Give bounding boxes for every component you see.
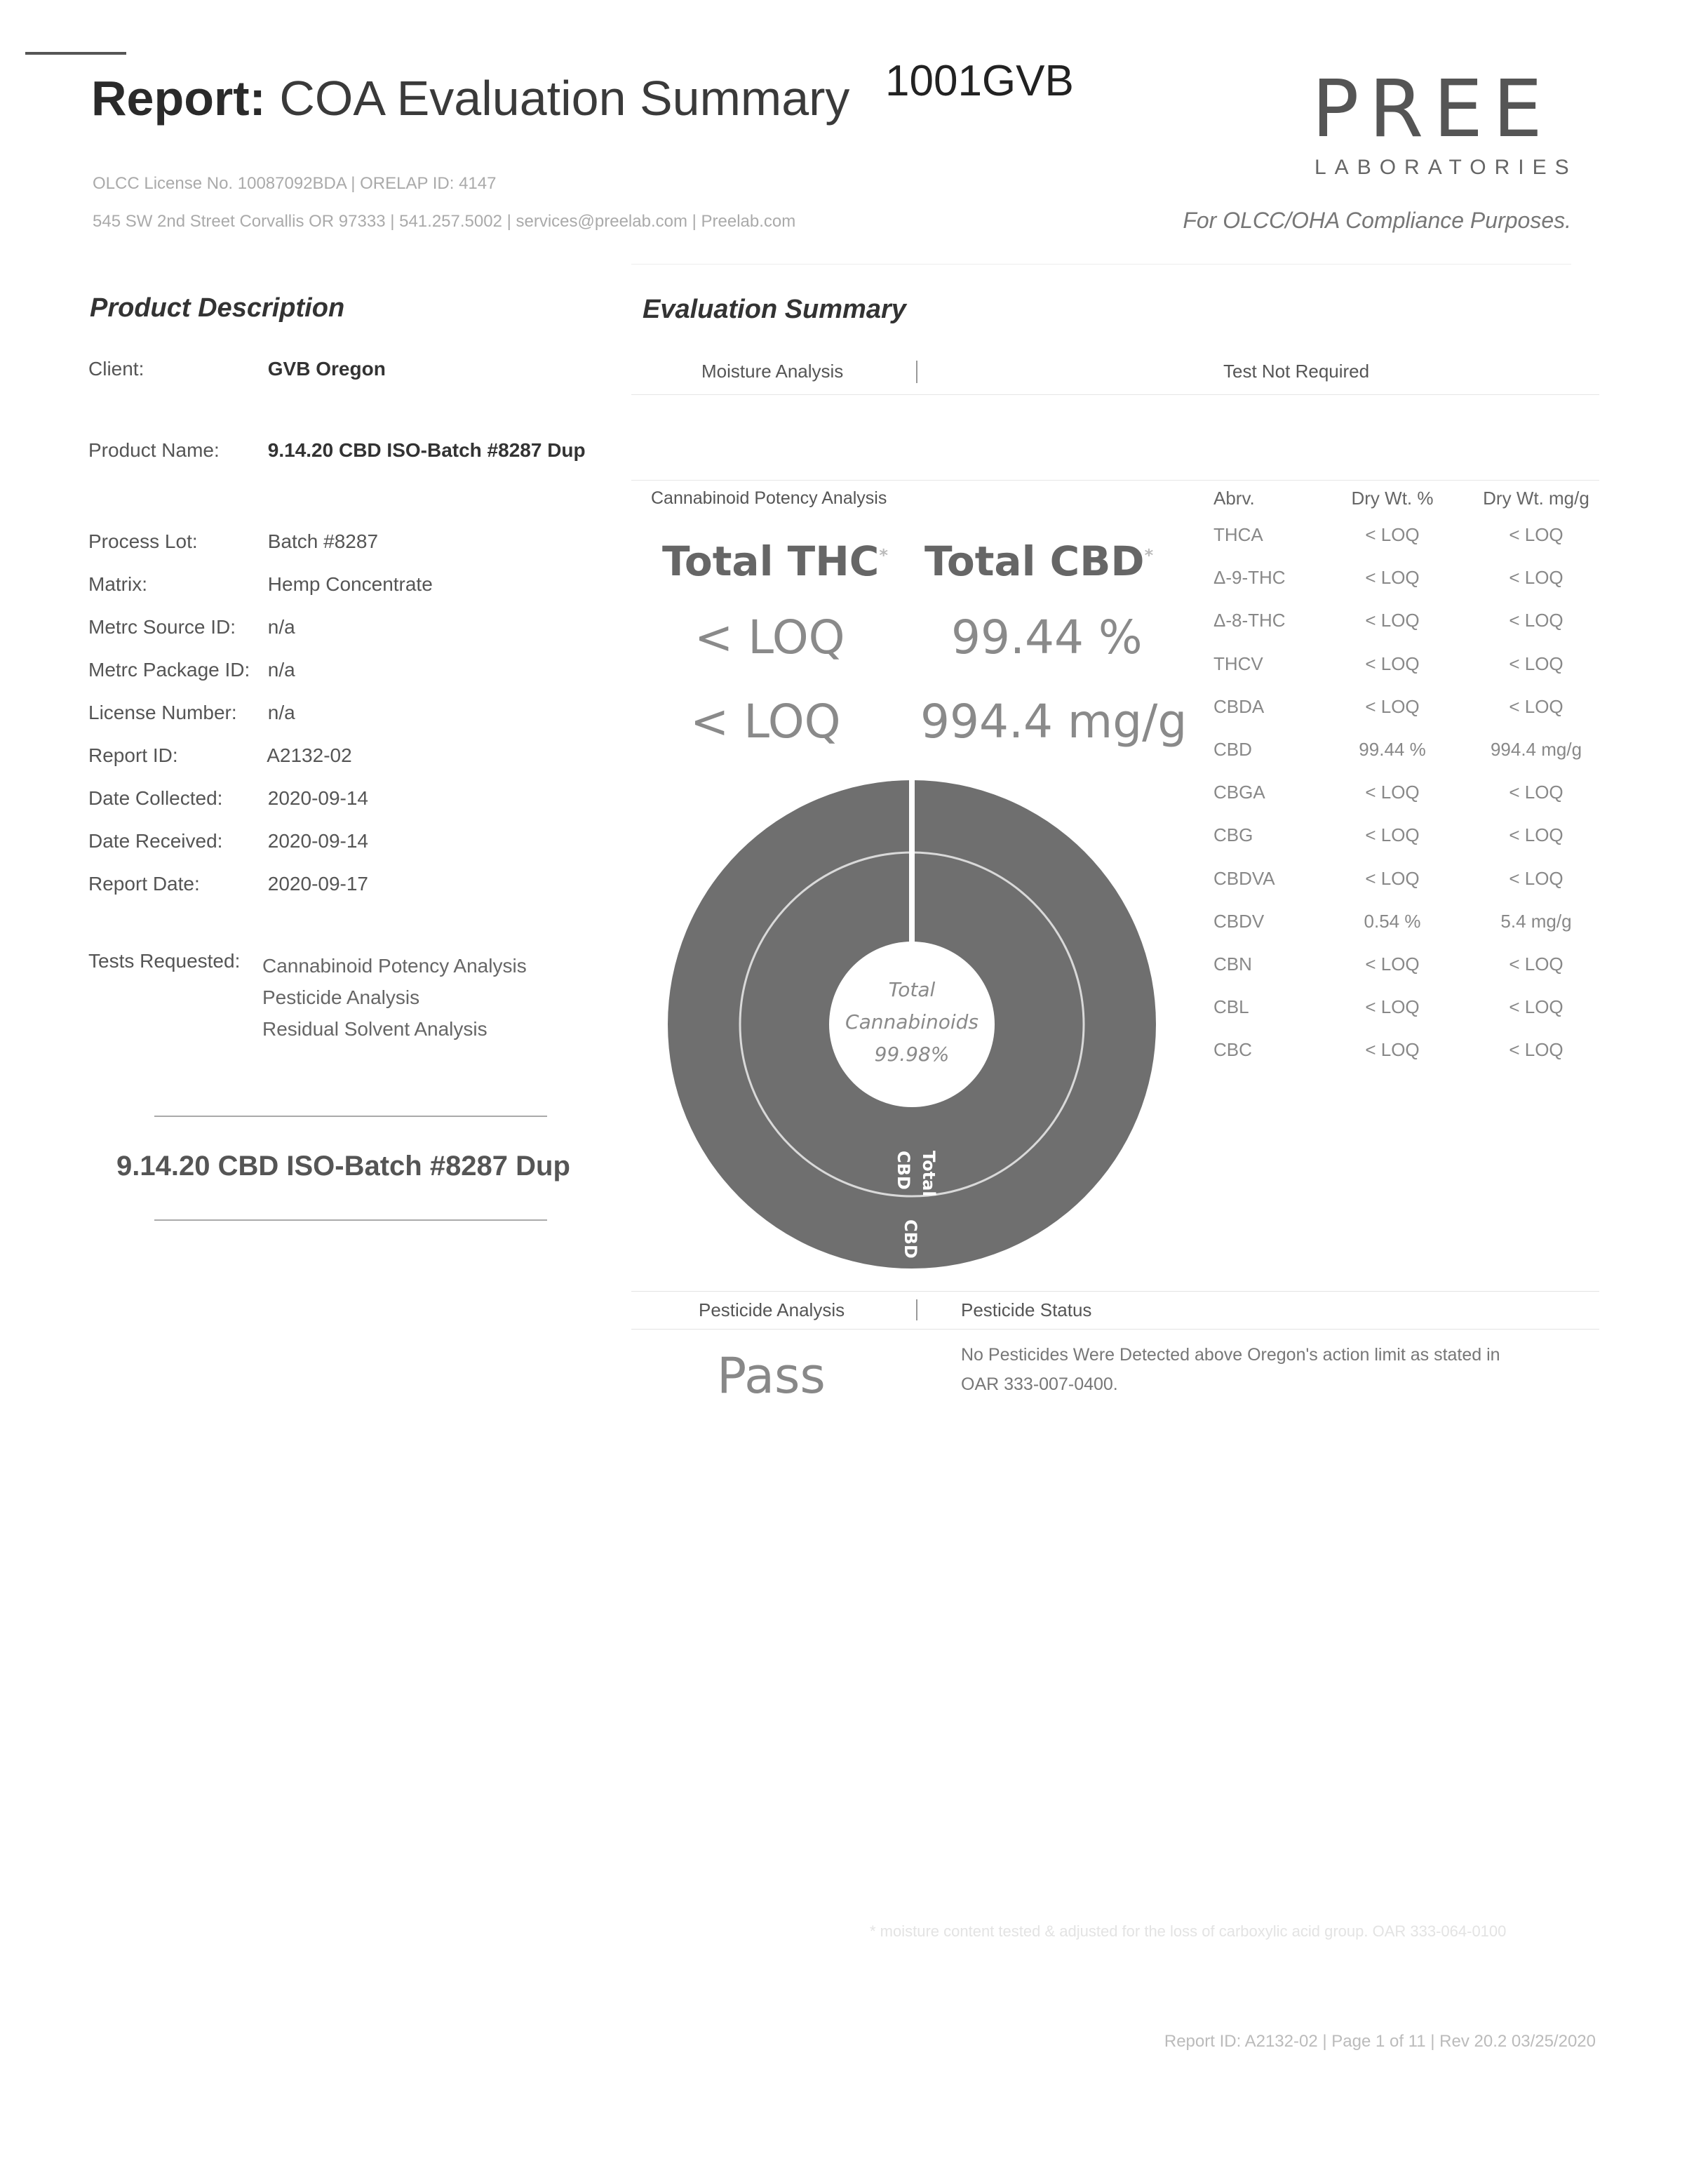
cell-dry-mg: < LOQ	[1509, 867, 1564, 889]
total-cbd-label: Total CBD	[924, 537, 1145, 585]
detail-value: 2020-09-14	[267, 787, 369, 809]
client-label: Client:	[88, 358, 144, 380]
detail-value: A2132-02	[267, 744, 352, 766]
product-footer-name: 9.14.20 CBD ISO-Batch #8287 Dup	[116, 1151, 570, 1182]
detail-value: n/a	[267, 659, 295, 681]
moisture-status: Test Not Required	[1223, 361, 1370, 382]
cell-dry-pct: < LOQ	[1365, 824, 1420, 846]
table-row	[1213, 728, 1613, 771]
detail-label: Report ID:	[88, 744, 178, 766]
license-line: OLCC License No. 10087092BDA | ORELAP ID: 4147	[93, 174, 497, 193]
scan-artifact-line	[25, 52, 126, 55]
report-title-bold: Report:	[91, 71, 266, 126]
cell-abrv: Δ-8-THC	[1213, 610, 1286, 631]
matrix-row	[88, 573, 433, 596]
report-id-row	[88, 744, 352, 767]
header-divider	[631, 264, 1571, 265]
product-foot-line-top	[154, 1116, 547, 1117]
cell-dry-pct: < LOQ	[1365, 1039, 1420, 1061]
test-item: Pesticide Analysis	[262, 986, 420, 1008]
logo-sub: LABORATORIES	[1314, 156, 1578, 179]
cell-dry-mg: < LOQ	[1509, 996, 1564, 1018]
pesticide-analysis-label: Pesticide Analysis	[699, 1299, 845, 1320]
cell-dry-pct: < LOQ	[1365, 867, 1420, 889]
moisture-divider	[916, 361, 917, 383]
batch-code: 1001GVB	[885, 57, 1074, 105]
product-name-row	[88, 439, 586, 462]
donut-label-cbd: CBD	[901, 1219, 920, 1259]
cell-dry-mg: < LOQ	[1509, 567, 1564, 589]
detail-value: n/a	[267, 702, 295, 723]
table-row	[1213, 857, 1613, 900]
table-row	[1213, 943, 1613, 986]
total-cbd-heading	[924, 537, 1153, 585]
tests-requested-label: Tests Requested:	[88, 950, 241, 972]
detail-label: Report Date:	[88, 873, 200, 895]
cell-dry-pct: 99.44 %	[1359, 739, 1426, 761]
detail-label: Process Lot:	[88, 530, 198, 552]
pesticide-rule-top	[631, 1291, 1599, 1292]
asterisk-mark: *	[879, 545, 888, 565]
cell-abrv: CBG	[1213, 824, 1253, 846]
client-value: GVB Oregon	[267, 358, 386, 380]
detail-label: Date Collected:	[88, 787, 223, 809]
pree-logo	[1312, 64, 1578, 180]
evaluation-summary-heading: Evaluation Summary	[643, 295, 906, 324]
moisture-rule	[631, 394, 1599, 395]
cannabinoid-table	[1213, 483, 1613, 1071]
cell-dry-mg: 994.4 mg/g	[1490, 739, 1582, 761]
page-footer: Report ID: A2132-02 | Page 1 of 11 | Rev 20.2 03/25/2020	[1164, 2032, 1596, 2051]
tests-requested-list	[262, 950, 527, 1045]
moisture-footnote: * moisture content tested & adjusted for the loss of carboxylic acid group. OAR 333-064-0100	[870, 1922, 1507, 1940]
cell-dry-pct: < LOQ	[1365, 652, 1420, 674]
license-number-row	[88, 702, 295, 724]
table-row	[1213, 814, 1613, 857]
metrc-package-row	[88, 659, 295, 681]
cell-dry-mg: 5.4 mg/g	[1500, 910, 1572, 932]
process-lot-row	[88, 530, 378, 553]
cell-dry-pct: < LOQ	[1365, 567, 1420, 589]
table-row	[1213, 1029, 1613, 1071]
pesticide-status-text: No Pesticides Were Detected above Oregon's action limit as stated in OAR 333-007-0400.	[961, 1345, 1500, 1394]
potency-rule	[631, 480, 1599, 481]
pesticide-rule	[631, 1329, 1599, 1330]
total-cbd-percent: 99.44 %	[951, 610, 1143, 664]
cell-dry-mg: < LOQ	[1509, 610, 1564, 631]
detail-value: Batch #8287	[267, 530, 379, 552]
detail-value: 2020-09-14	[267, 830, 369, 852]
col-header-dry-mg: Dry Wt. mg/g	[1483, 487, 1589, 509]
cell-abrv: Δ-9-THC	[1213, 567, 1286, 589]
product-description-heading: Product Description	[90, 293, 345, 323]
cannabinoid-donut-chart	[666, 779, 1157, 1270]
table-row	[1213, 643, 1613, 685]
cell-abrv: CBDVA	[1213, 867, 1275, 889]
cell-dry-mg: < LOQ	[1509, 695, 1564, 717]
donut-gap-marker	[909, 779, 915, 947]
total-thc-label: Total THC	[662, 537, 880, 585]
product-name-label: Product Name:	[88, 439, 220, 461]
col-header-dry-pct: Dry Wt. %	[1351, 487, 1434, 509]
cell-dry-mg: < LOQ	[1509, 953, 1564, 975]
total-cbd-mg: 994.4 mg/g	[920, 695, 1188, 749]
total-thc-mg: < LOQ	[690, 695, 841, 749]
cell-dry-pct: 0.54 %	[1364, 910, 1421, 932]
cell-dry-pct: < LOQ	[1365, 695, 1420, 717]
donut-center-line2: Cannabinoids	[845, 1010, 979, 1033]
cell-dry-pct: < LOQ	[1365, 782, 1420, 803]
detail-label: Matrix:	[88, 573, 147, 595]
logo-word: PREE	[1312, 64, 1552, 155]
cell-dry-mg: < LOQ	[1509, 782, 1564, 803]
pesticide-result: Pass	[717, 1347, 826, 1405]
date-received-row	[88, 830, 368, 852]
cell-dry-pct: < LOQ	[1365, 953, 1420, 975]
cell-abrv: CBN	[1213, 953, 1252, 975]
total-thc-percent: < LOQ	[694, 610, 845, 664]
table-row	[1213, 986, 1613, 1029]
table-row	[1213, 771, 1613, 814]
address-line: 545 SW 2nd Street Corvallis OR 97333 | 541.257.5002 | services@preelab.com | Preelab.com	[93, 212, 796, 231]
report-date-row	[88, 873, 368, 895]
detail-label: Date Received:	[88, 830, 223, 852]
compliance-note: For OLCC/OHA Compliance Purposes.	[1183, 208, 1571, 233]
pesticide-divider	[916, 1299, 917, 1320]
report-title	[91, 70, 849, 126]
cell-abrv: CBL	[1213, 996, 1249, 1018]
table-row	[1213, 599, 1613, 642]
product-name-value: 9.14.20 CBD ISO-Batch #8287 Dup	[267, 439, 586, 461]
col-header-abrv: Abrv.	[1213, 487, 1255, 509]
detail-value: Hemp Concentrate	[267, 573, 433, 595]
table-row	[1213, 514, 1613, 556]
detail-label: Metrc Source ID:	[88, 616, 236, 638]
cell-abrv: CBD	[1213, 739, 1252, 761]
cell-abrv: CBGA	[1213, 782, 1265, 803]
metrc-source-row	[88, 616, 295, 638]
detail-value: 2020-09-17	[267, 873, 369, 895]
product-foot-line-bottom	[154, 1219, 547, 1221]
total-thc-heading	[662, 537, 888, 585]
cell-dry-mg: < LOQ	[1509, 652, 1564, 674]
detail-label: License Number:	[88, 702, 237, 723]
cell-dry-mg: < LOQ	[1509, 1039, 1564, 1061]
pesticide-status-label: Pesticide Status	[961, 1299, 1092, 1320]
cell-dry-pct: < LOQ	[1365, 610, 1420, 631]
test-item: Cannabinoid Potency Analysis	[262, 955, 527, 977]
cell-abrv: THCV	[1213, 652, 1263, 674]
cell-dry-mg: < LOQ	[1509, 524, 1564, 546]
client-row	[88, 358, 386, 380]
date-collected-row	[88, 787, 368, 810]
detail-label: Metrc Package ID:	[88, 659, 250, 681]
table-header-row	[1213, 483, 1613, 514]
table-row	[1213, 556, 1613, 599]
moisture-analysis-label: Moisture Analysis	[701, 361, 844, 382]
cell-abrv: CBDA	[1213, 695, 1265, 717]
potency-analysis-label: Cannabinoid Potency Analysis	[651, 488, 887, 508]
cell-dry-pct: < LOQ	[1365, 524, 1420, 546]
asterisk-mark: *	[1144, 545, 1154, 565]
test-item: Residual Solvent Analysis	[262, 1018, 487, 1040]
donut-center-line1: Total	[888, 978, 936, 1001]
cell-dry-pct: < LOQ	[1365, 996, 1420, 1018]
report-title-rest: COA Evaluation Summary	[279, 71, 850, 126]
cell-dry-mg: < LOQ	[1509, 824, 1564, 846]
table-row	[1213, 900, 1613, 943]
donut-label-total-cbd: CBD	[894, 1151, 913, 1190]
detail-value: n/a	[267, 616, 295, 638]
cell-abrv: CBDV	[1213, 910, 1265, 932]
cell-abrv: THCA	[1213, 524, 1263, 546]
cell-abrv: CBC	[1213, 1039, 1252, 1061]
donut-center-line3: 99.98%	[874, 1043, 950, 1066]
donut-label-total: Total	[919, 1151, 939, 1197]
table-row	[1213, 685, 1613, 728]
